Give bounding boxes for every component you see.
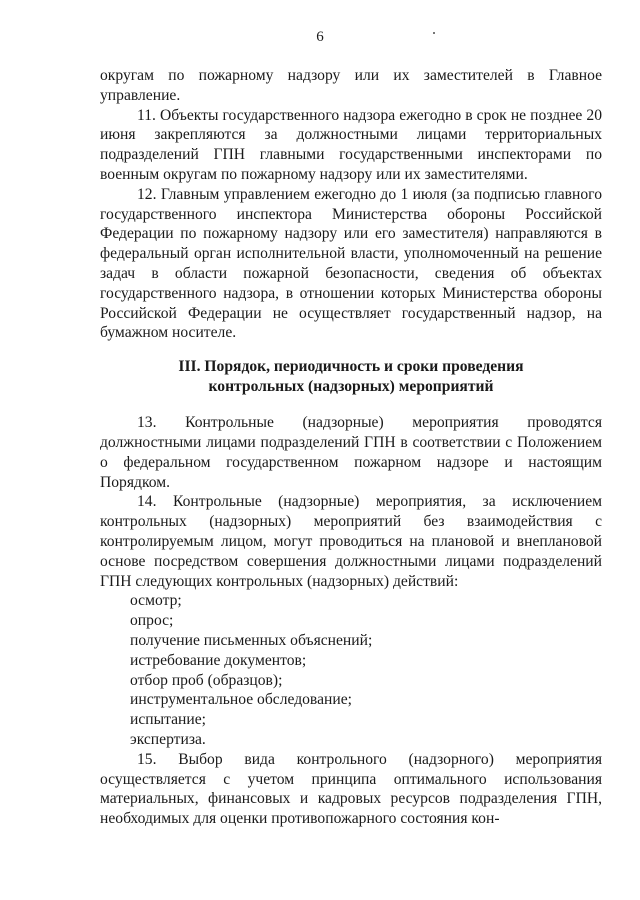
list-item: экспертиза. [130, 730, 206, 748]
paragraph-14: 14. Контрольные (надзорные) мероприятия, за исключением контрольных (надзорных) мероприятий без взаимодействия с контролируемым лицом, могут проводиться на плановой и внеплановой основе посредством совершения должностными лицами подразделений ГПН следующих контрольных (надзорных) действий: [100, 493, 602, 590]
scan-speck [433, 32, 435, 34]
list-item: опрос; [130, 612, 174, 630]
actions-list [100, 591, 602, 749]
list-item: получение письменных объяснений; [130, 631, 373, 649]
list-item: осмотр; [130, 592, 182, 610]
section-heading-line-1: III. Порядок, периодичность и сроки проведения [178, 358, 524, 376]
list-item: испытание; [130, 711, 206, 729]
section-heading-line-2: контрольных (надзорных) мероприятий [208, 378, 494, 396]
paragraph-15: 15. Выбор вида контрольного (надзорного) мероприятия осуществляется с учетом принципа оптимального использования материальных, финансовых и кадровых ресурсов подразделения ГПН, необходимых для оценки противопожарного состояния кон- [100, 750, 602, 828]
paragraph-continuation: округам по пожарному надзору или их заместителей в Главное управление. [100, 67, 602, 104]
list-item: отбор проб (образцов); [130, 671, 283, 689]
page-number: 6 [316, 29, 324, 45]
paragraph-13: 13. Контрольные (надзорные) мероприятия проводятся должностными лицами подразделений ГПН в соответствии с Положением о федеральном государственном пожарном надзоре и настоящим Порядком. [100, 414, 602, 491]
paragraph-12: 12. Главным управлением ежегодно до 1 июля (за подписью главного государственного инспектора Министерства обороны Российской Федерации по пожарному надзору или его заместителя) направляются в федеральный орган исполнительной власти, уполномоченный на решение задач в области пожарной безопасности, сведения об объектах государственного надзора, в отношении которых Министерства обороны Российской Федерации не осуществляет государственный надзор, на бумажном носителе. [100, 185, 602, 342]
document-body [100, 66, 602, 829]
list-item: истребование документов; [130, 651, 307, 669]
paragraph-11: 11. Объекты государственного надзора ежегодно в срок не позднее 20 июня закрепляются за должностными лицами территориальных подразделений ГПН главными государственными инспекторами по военным округам по пожарному надзору или их заместителями. [100, 106, 602, 183]
list-item: инструментальное обследование; [130, 691, 352, 709]
section-heading [100, 357, 602, 397]
